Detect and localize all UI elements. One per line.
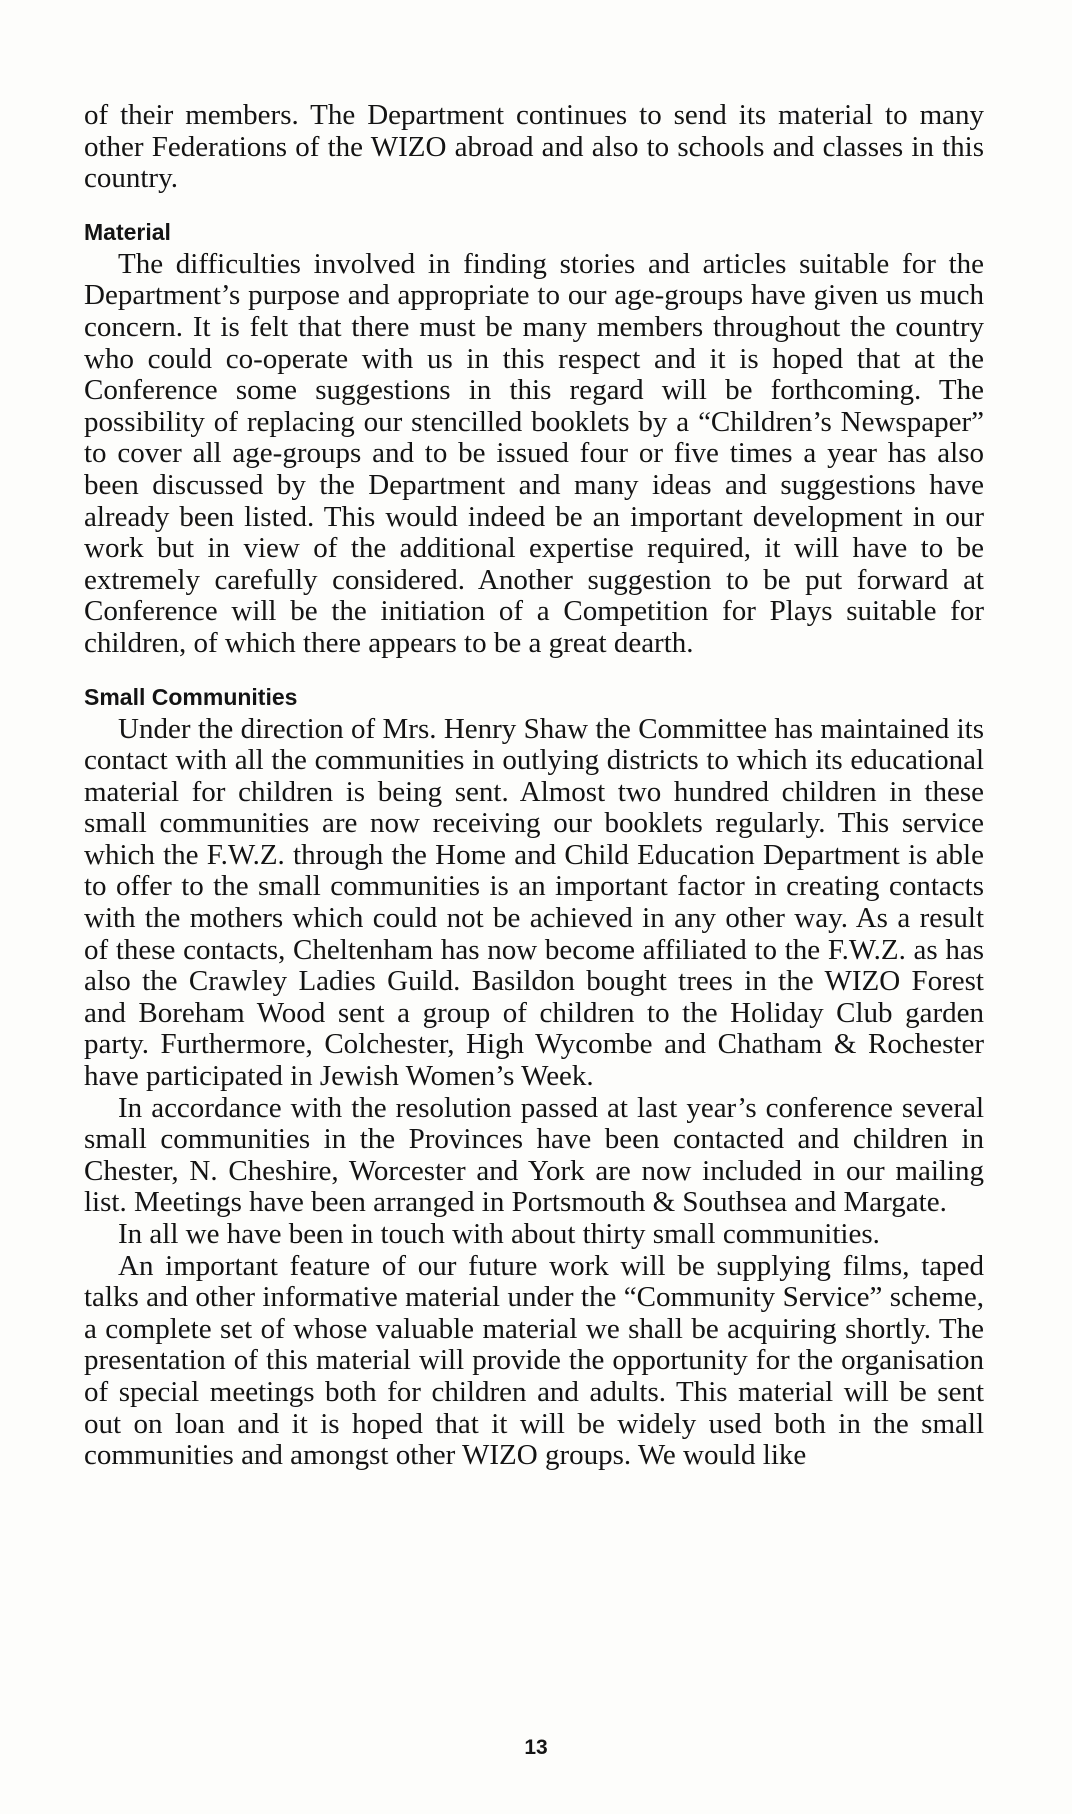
section-heading-small-communities: Small Communities xyxy=(84,683,298,710)
small-communities-paragraph-3: In all we have been in touch with about thirty small communities. xyxy=(118,1218,880,1250)
section-heading-material: Material xyxy=(84,218,171,245)
page-number: 13 xyxy=(524,1736,548,1759)
small-communities-paragraph-4: An important feature of our future work will be supplying films, taped talks and other informative material under the “Community Service” scheme, a complete set of whose valuable material we shall be acquiring shortly. The presentation of this material will provide the opportunity for the organisation of special meetings both for children and adults. This material will be sent out on loan and it is hoped that it will be widely used both in the small communities and amongst other WIZO groups. We would like xyxy=(84,1249,984,1472)
document-page xyxy=(84,100,984,1472)
small-communities-paragraph-1: Under the direction of Mrs. Henry Shaw the Committee has maintained its contact with all the communities in outlying districts to which its educational material for children is being sent. Almost two hundred children in these small communities are now receiving our booklets regularly. This service which the F.W.Z. through the Home and Child Education Department is able to offer to the small communities is an important factor in creating contacts with the mothers which could not be achieved in any other way. As a result of these contacts, Cheltenham has now become affiliated to the F.W.Z. as has also the Crawley Ladies Guild. Basildon bought trees in the WIZO Forest and Boreham Wood sent a group of children to the Holiday Club garden party. Furthermore, Colchester, High Wycombe and Chatham & Rochester have participated in Jewish Women’s Week. xyxy=(84,712,984,1093)
intro-paragraph: of their members. The Department continues to send its material to many other Federations of the WIZO abroad and also to schools and classes in this country. xyxy=(84,99,984,195)
material-paragraph: The difficulties involved in finding stories and articles suitable for the Department’s purpose and appropriate to our age-groups have given us much concern. It is felt that there must be many members throughout the country who could co-operate with us in this respect and it is hoped that at the Conference some suggestions in this regard will be forthcoming. The possibility of replacing our stencilled booklets by a “Children’s Newspaper” to cover all age-groups and to be issued four or five times a year has also been discussed by the Department and many ideas and suggestions have already been listed. This would indeed be an important development in our work but in view of the additional expertise required, it will have to be extremely carefully considered. Another suggestion to be put forward at Conference will be the initiation of a Competition for Plays suitable for children, of which there appears to be a great dearth. xyxy=(84,247,984,659)
small-communities-paragraph-2: In accordance with the resolution passed at last year’s conference several small communities in the Provinces have been contacted and children in Chester, N. Cheshire, Worcester and York are now included in our mailing list. Meetings have been arranged in Portsmouth & Southsea and Margate. xyxy=(84,1091,984,1219)
